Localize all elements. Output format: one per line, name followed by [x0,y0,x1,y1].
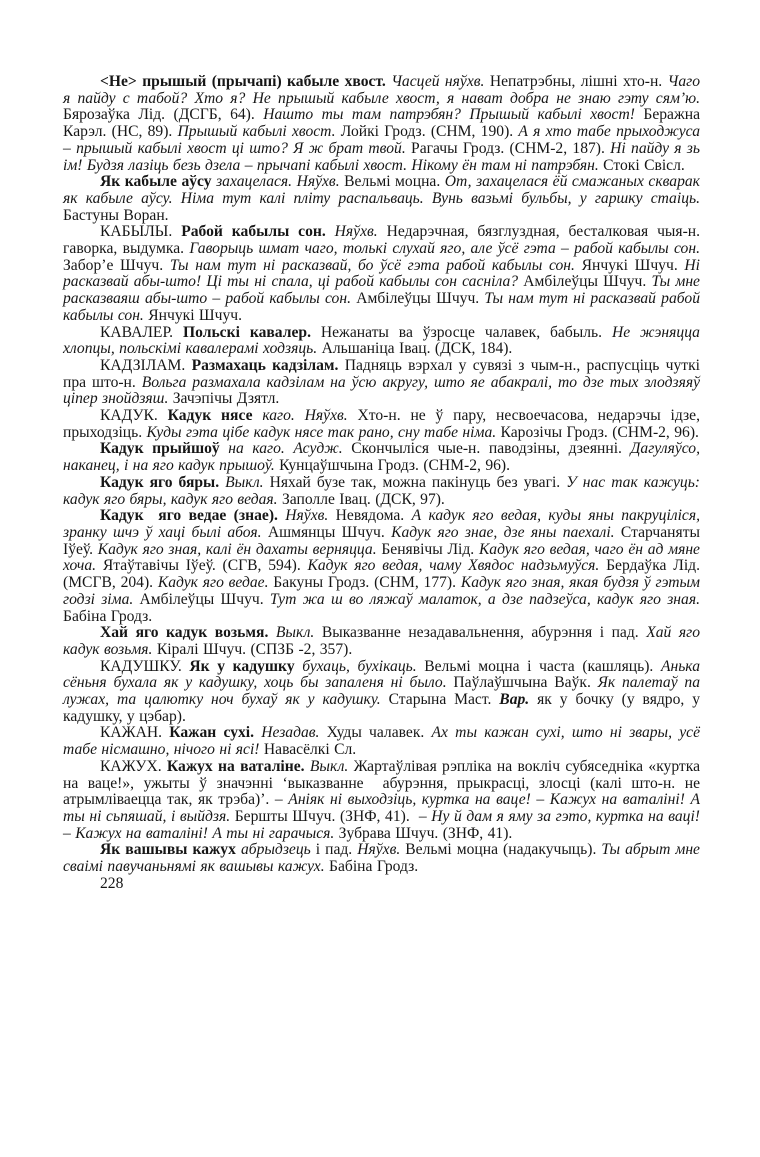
text-run: Недарэчная, бязглуздная, бесталковая чыя-н. гаворка, выдумка. [63,223,705,258]
text-run: Непатрэбны, лішні хто-н. [489,73,668,90]
text-run: Няўхв. [334,223,387,241]
text-run: Бершты Шчуч. (ЗНФ, 41). [234,807,419,825]
text-run: Размахаць кадзілам. [191,356,345,374]
text-run: Выкл. [309,757,354,775]
text-run: Як палетаў па лужах, та цалютку ноч бухаў як у кадушку. [63,674,705,709]
text-run: Кажух на ваталіне. [166,757,310,775]
text-run: КАБЫЛЫ. [100,223,182,241]
text-run: на каго. [228,440,294,458]
text-run: і пад. [315,841,358,859]
text-run: Ні расказвай абы-што! Ці ты ні спала, ці рабой кабылы сон сасніла? [63,256,705,291]
text-run: Польскі кавалер. [182,323,321,341]
text-run: Як кабыле аўсу [100,173,217,191]
text-run: Кадук яго зная, якая будзя ў гэтым годзі зіма. [63,574,705,608]
text-run: Бакуны Гродз. (СНМ, 177). [273,574,461,592]
text-run: Зубрава Шчуч. (ЗНФ, 41). [338,824,513,842]
text-run: Кадук яго зная, калі ён дахаты верняцца. [97,540,382,558]
text-run: Няўхв. [304,407,358,425]
text-run: Ашмянцы Шчуч. [267,523,392,541]
text-run: абрыдзець [240,841,316,859]
text-run: Хай яго кадук возьмя. [63,624,705,658]
text-run: А кадук яго ведая, куды яны пакруціліся, зранку шчэ ў хаці былі абоя. [63,507,705,541]
text-run: Старына Маст. [388,691,500,709]
text-run: Вельмі моцна і часта (кашляць). [424,657,661,675]
text-run: Ятаўтавічы Іўеў. (СГВ, 594). [102,557,308,575]
text-run: Худы чалавек. [326,724,432,742]
text-run: Няхай бузе так, можна пакінуць без увагі. [269,473,567,491]
text-run: Нежанаты ва ўзросце чалавек, бабыль. [320,323,612,341]
text-run: Ах ты кажан сухі, што ні звары, усё табе нісмашно, нічого ні ясі! [63,724,705,759]
dictionary-entry [63,73,705,174]
text-run: Асудж. [293,440,352,458]
text-run: Ты нам тут ні расказвай рабой кабылы сон. [63,290,705,324]
text-run: Рабой кабылы сон. [181,223,335,241]
dictionary-entry [63,440,705,475]
text-run: Хто-н. не ў пару, несвоечасова, недарэчы ідзе, прыходзіць. [63,407,705,441]
text-run: Кунцаўшчына Гродз. (СНМ-2, 96). [279,457,511,475]
text-run: Анька сёньня бухала як у кадушку, хоць бы запаленя ні было. [63,657,705,692]
text-run: Выказванне незадавальнення, абурэння і пад. [321,624,647,642]
text-run: Карозічы Гродз. (СНМ-2, 96). [500,423,699,441]
text-run: Вельмі моцна (надакучыць). [405,841,602,859]
text-run: Выкл. [225,473,270,491]
text-run: Кадук яго бяры. [100,473,226,491]
text-run: Як вашывы кажух [100,841,241,859]
text-run: У нас так кажуць: кадук яго бяры, кадук яго ведая. [63,473,705,508]
text-run: Ты мне расказваяш абы-што – рабой кабылы сон. [63,273,705,308]
text-run: Кадук яго ведае. [157,574,274,592]
text-run: Няўхв. [357,841,406,859]
text-run: Заполле Івац. (ДСК, 97). [281,490,445,508]
text-run: Куды гэта цібе кадук нясе так рано, сну табе німа. [146,423,501,441]
text-run: Стокі Свісл. [603,156,685,174]
text-run: Амбілеўцы Шчуч. [139,590,270,608]
text-run: Кадук яго ведае (знае). [100,507,286,525]
text-run: Ні пайду я зь ім! Будзя лазіць безь дзела – прычапі кабылі хвост. Нікому ён там ні патрэбян. [63,139,705,174]
text-run: Не жэняцца хлопцы, польскімі кавалерамі ходзяць. [63,323,705,358]
text-run: Невядома. [335,507,412,525]
text-run: Вольга размахала кадзілам на ўсю акругу, што яе абакралі, то дзе тых злодзяяў ціпер знойдзяш. [63,373,705,408]
page-number: 228 [100,874,124,892]
text-run: Выкл. [275,624,322,642]
dictionary-entry [63,356,705,408]
text-run: захацелася. [216,173,297,191]
text-run: Няўхв. [285,507,336,525]
text-run: <Не> прышый (прычапі) кабыле хвост. [100,73,392,90]
text-run: Ты абрыт мне сваімі павучаньнямі як вашывы кажух. [63,841,705,876]
text-run: Кажан сухі. [169,724,262,742]
text-run: каго. [262,407,305,425]
text-run: Навасёлкі Сл. [263,741,357,759]
text-run: Ты нам тут ні расказвай, бо ўсё гэта рабой кабылы сон. [169,256,582,274]
text-run: Тут жа ш во ляжаў малаток, а дзе падзеўса, кадук яго зная. [269,590,705,608]
text-run: Як у кадушку [189,657,303,675]
text-run: Амбілеўцы Шчуч. [523,273,652,291]
text-run: Янчукі Шчуч. [581,256,685,274]
dictionary-entry [63,757,705,843]
text-run: Беражна Карэл. (НС, 89). [63,106,705,141]
text-run: КАЖУХ. [100,757,167,775]
text-run: КАДЗІЛАМ. [100,356,192,374]
text-run: Хай яго кадук возьмя. [100,624,276,642]
text-run: Незадав. [261,724,327,742]
text-run: Бабіна Гродз. [63,607,153,625]
text-run: – Аніяк ні выходзіць, куртка на ваце! – Кажух на ваталіні! А ты ні сьпяшай, і выйдзя. [63,791,705,825]
dictionary-entry [63,223,705,324]
dictionary-entry [63,323,705,358]
text-run: Жартаўлівая рэпліка на вокліч субяседніка «куртка на ваце!», ужыты ў значэнні ‘выказванне абурэння, прыкрасці, злосці (калі што-н. не атрымліваецца так, як трэба)’. [63,757,705,809]
text-run: А я хто табе прыходжуса – прышый кабылі хвост ці што? Я ж брат твой. [63,123,705,157]
text-run: КАДУШКУ. [100,657,190,675]
text-run: Амбілеўцы Шчуч. [356,290,485,308]
text-run: Кіралі Шчуч. (СПЗБ -2, 357). [156,640,353,658]
text-run: Альшаніца Івац. (ДСК, 184). [321,340,513,358]
dictionary-entry [63,657,705,726]
dictionary-entry [63,624,705,658]
text-run: Бабіна Гродз. [329,858,419,876]
text-run: Старчаняты Іўеў. [63,523,705,558]
dictionary-entry [63,841,705,876]
text-run: Бастуны Воран. [63,206,169,224]
text-run: Кадук яго ведая, чаго ён ад мяне хоча. [63,540,705,575]
text-run: КАВАЛЕР. [100,323,183,341]
text-run: Забор’е Шчуч. [63,256,170,274]
text-run: Вар. [499,691,538,709]
text-run: Бенявічы Лід. [381,540,479,558]
text-run: Зачэпічы Дзятл. [172,390,280,408]
text-run: Кадук яго знае, дзе яны паехалі. [391,523,621,541]
text-run: бухаць, бухікаць. [302,657,425,675]
entries-container [63,73,705,892]
text-run: Дагуляўсо, наканец, і на яго кадук прышоў. [63,440,705,475]
text-run: Бярозаўка Лід. (ДСГБ, 64). [63,106,264,124]
text-run: Вельмі моцна. [344,173,445,191]
text-run: як у бочку (у вядро, у кадушку, у цэбар). [63,691,705,725]
text-run: Падняць вэрхал у сувязі з чым-н., распусціць чуткі пра што-н. [63,356,705,391]
text-run: Прышый кабылі хвост. [177,123,341,141]
text-run: Бердаўка Лід. (МСГВ, 204). [63,557,705,592]
dictionary-entry [63,507,705,625]
text-run: Часцей няўхв. [391,73,490,90]
dictionary-entry [63,473,705,508]
text-run: Янчукі Шчуч. [148,306,243,324]
text-run: КАДУК. [100,407,168,425]
text-run: Чаго я пайду с табой? Хто я? Не прышый кабыле хвост, я нават добра не знаю гэту сям’ю. [63,73,705,107]
text-run: Кадук прыйшоў [100,440,229,458]
dictionary-entry [63,173,705,224]
text-run: Рагачы Гродз. (СНМ-2, 187). [411,139,611,157]
text-run: Скончыліся чые-н. паводзіны, дзеянні. [351,440,631,458]
text-run: Кадук яго ведая, чаму Хвядос надзьмуўся. [307,557,607,575]
text-run: – Ну й дам я яму за гэто, куртка на ваці! – Кажух на ваталіні! А ты ні гарачыся. [63,807,705,842]
text-run: Няўхв. [296,173,345,191]
text-run: Лойкі Гродз. (СНМ, 190). [340,123,519,141]
text-run: Паўлаўшчына Ваўк. [453,674,598,692]
dictionary-entry [63,724,705,759]
text-run: КАЖАН. [100,724,170,742]
text-run: Нашто ты там патрэбян? Прышый кабылі хвост! [263,106,644,124]
text-run: От, захацелася ёй смажаных скварак як кабыле аўсу. Німа тут калі пліту распальваць. Вунь вазьмі бульбы, у гаршку стаіць. [63,173,705,207]
text-run: Гаворыць шмат чаго, толькі слухай яго, але ўсё гэта – рабой кабылы сон. [189,240,705,258]
text-run: Кадук нясе [167,407,263,425]
dictionary-entry [63,407,705,441]
